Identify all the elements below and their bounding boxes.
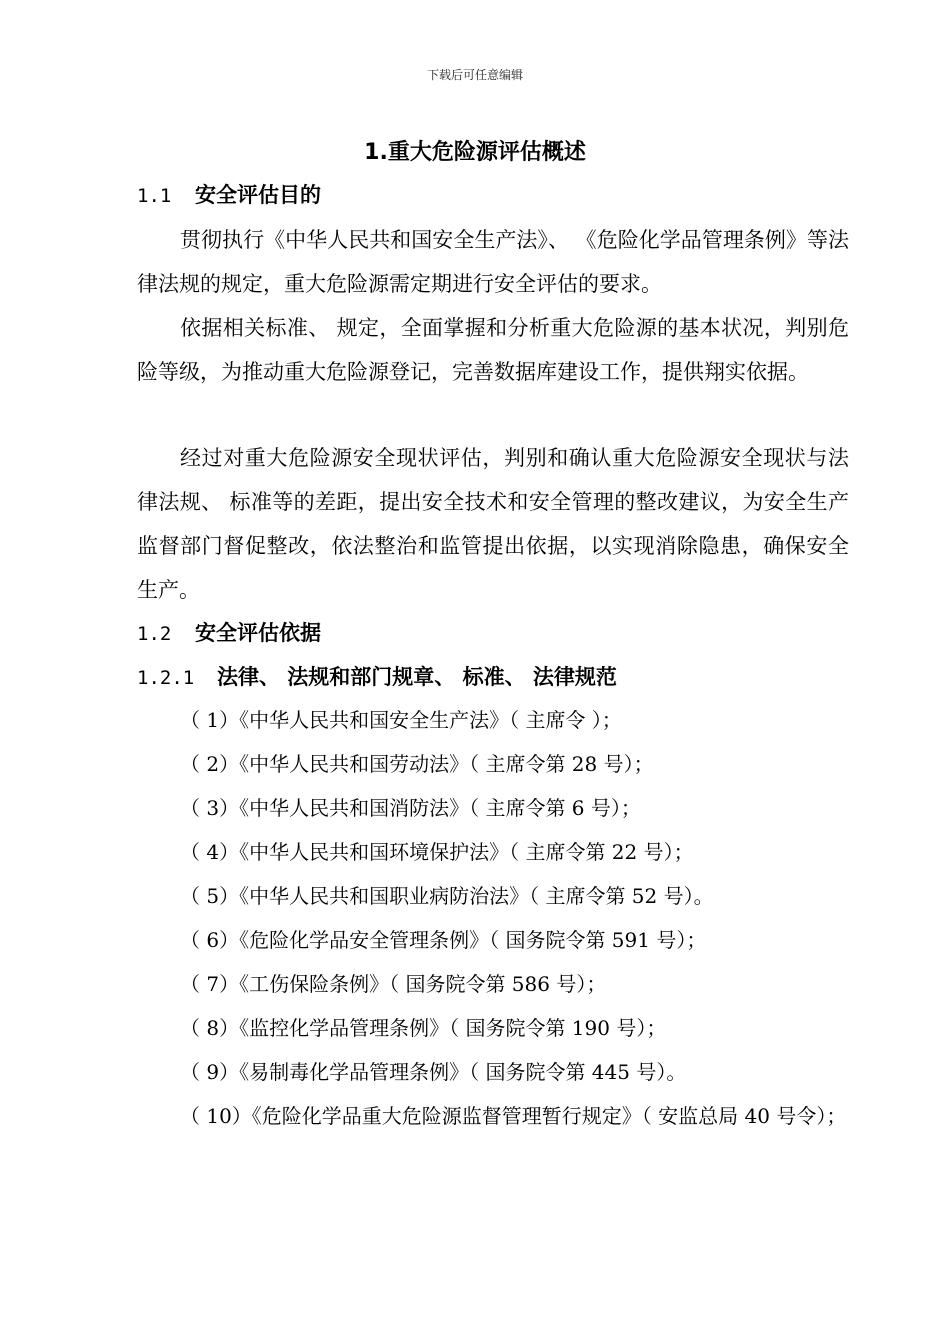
section-title: 安全评估目的 — [195, 183, 321, 207]
list-item: （ 6）《危险化学品安全管理条例》（ 国务院令第 591 号）； — [180, 928, 707, 952]
section-heading-1-2 — [137, 618, 321, 649]
section-number: 1.2.1 — [137, 667, 195, 689]
section-heading-1-2-1 — [137, 662, 617, 693]
list-item: （ 9）《易制毒化学品管理条例》（ 国务院令第 445 号）。 — [180, 1060, 687, 1084]
list-item: （ 2）《中华人民共和国劳动法》（ 主席令第 28 号）； — [180, 752, 654, 776]
section-title: 安全评估依据 — [195, 621, 321, 645]
list-item: （ 7）《工伤保险条例》（ 国务院令第 586 号）； — [180, 972, 607, 996]
section-number: 1.1 — [137, 185, 172, 207]
document-title: 1.重大危险源评估概述 — [364, 140, 586, 165]
list-item: （ 10）《危险化学品重大危险源监督管理暂行规定》（ 安监总局 40 号令）； — [180, 1104, 847, 1128]
list-item: （ 4）《中华人民共和国环境保护法》（ 主席令第 22 号）； — [180, 840, 694, 864]
paragraph-3: 经过对重大危险源安全现状评估，判别和确认重大危险源安全现状与法律法规、 标准等的差距，提出安全技术和安全管理的整改建议，为安全生产监督部门督促整改，依法整治和监管提出依据，以实现消除隐患，确保安全生产。 — [137, 446, 849, 602]
list-item: （ 5）《中华人民共和国职业病防治法》（ 主席令第 52 号）。 — [180, 884, 714, 908]
list-item: （ 3）《中华人民共和国消防法》（ 主席令第 6 号）； — [180, 796, 641, 820]
list-item: （ 8）《监控化学品管理条例》（ 国务院令第 190 号）； — [180, 1016, 667, 1040]
section-heading-1-1 — [137, 180, 321, 211]
paragraph-2: 依据相关标准、 规定，全面掌握和分析重大危险源的基本状况，判别危险等级，为推动重大危险源登记，完善数据库建设工作，提供翔实依据。 — [137, 316, 849, 384]
section-title: 法律、 法规和部门规章、 标准、 法律规范 — [217, 665, 617, 689]
header-note: 下载后可任意编辑 — [426, 68, 523, 82]
section-number: 1.2 — [137, 623, 172, 645]
paragraph-1: 贯彻执行《中华人民共和国安全生产法》、 《危险化学品管理条例》等法律法规的规定，重大危险源需定期进行安全评估的要求。 — [137, 228, 849, 296]
list-item: （ 1）《中华人民共和国安全生产法》（ 主席令 ）； — [180, 708, 622, 732]
